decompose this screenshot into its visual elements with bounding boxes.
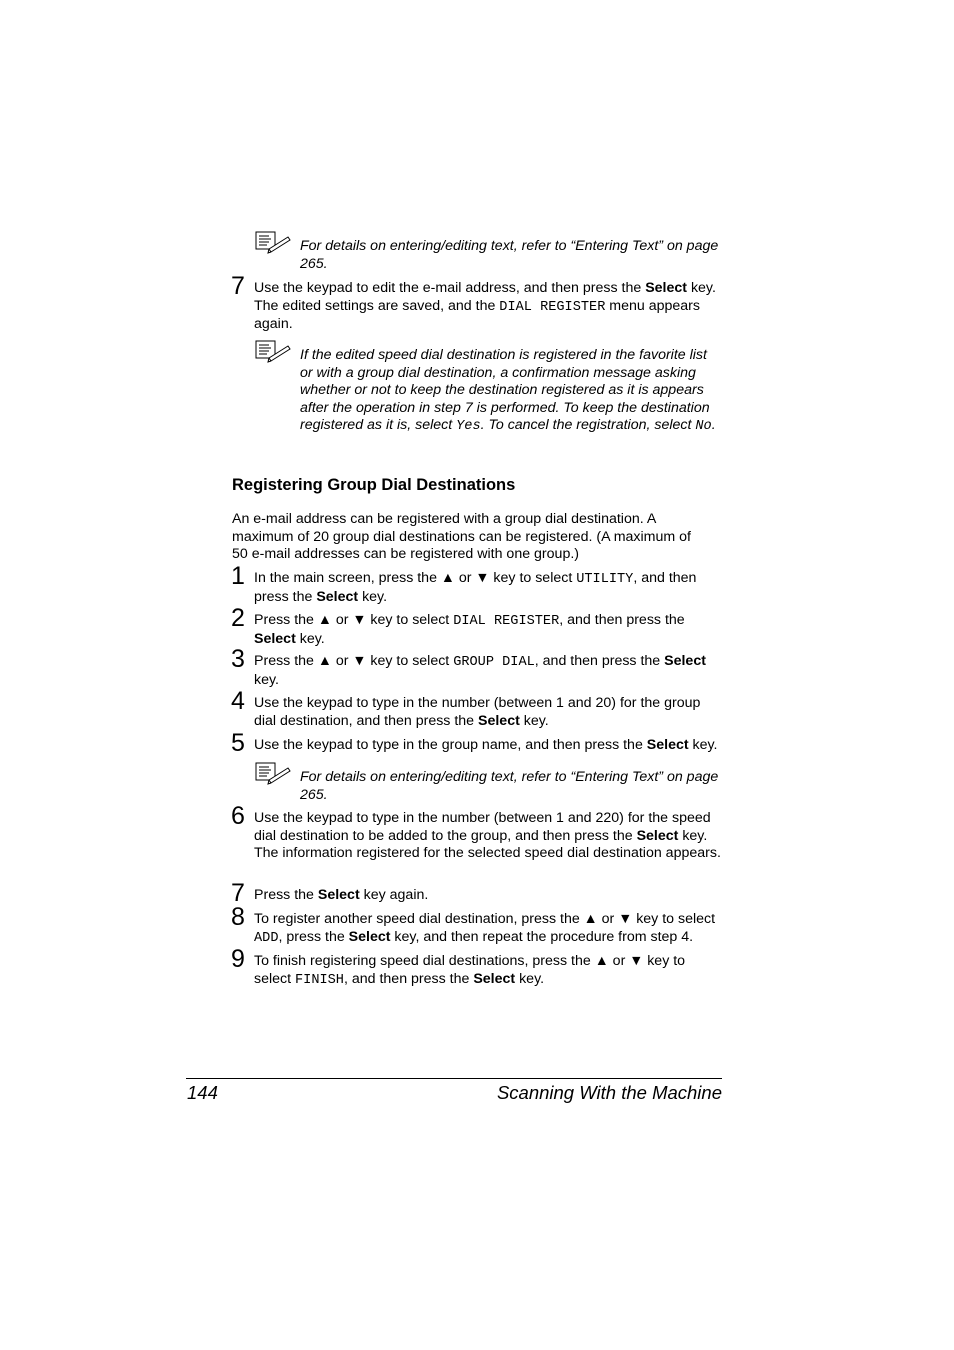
note-pencil-icon: [255, 762, 291, 786]
option-code: Yes: [456, 419, 481, 435]
step-number: 8: [231, 903, 245, 931]
chapter-title: Scanning With the Machine: [496, 1082, 722, 1103]
select-key-label: Select: [317, 887, 360, 903]
select-key-label: Select: [664, 653, 706, 669]
select-key-label: Select: [348, 928, 391, 945]
step-text: Use the keypad to type in the number (between 1 and 220) for the speed dial destination to be added to the group, and then press the Select key. The information registered for the selected speed dial destination appears.: [254, 810, 721, 862]
step-number: 1: [231, 562, 245, 590]
menu-code: ADD: [254, 930, 279, 946]
step-text: In the main screen, press the ▲ or ▼ key to select UTILITY, and then press the Select key.: [254, 570, 697, 605]
intro-paragraph: An e-mail address can be registered with a group dial destination. A maximum of 20 group dial destinations can be registered. (A maximum of 50 e-mail addresses can be registered with one group.): [232, 511, 691, 563]
step-number: 5: [231, 729, 245, 757]
page-number: 144: [187, 1082, 218, 1103]
menu-code: DIAL REGISTER: [453, 614, 560, 629]
note-pencil-icon: [255, 231, 291, 255]
select-key-label: Select: [473, 970, 516, 987]
step-number: 3: [231, 645, 245, 673]
footer-rule: [186, 1078, 722, 1079]
menu-code: UTILITY: [576, 572, 634, 587]
step-number: 4: [231, 687, 245, 715]
step-number: 2: [231, 604, 245, 632]
note-text: For details on entering/editing text, refer to “Entering Text” on page 265.: [300, 769, 719, 803]
menu-code: DIAL REGISTER: [499, 299, 606, 315]
step-text: To finish registering speed dial destinations, press the ▲ or ▼ key to select FINISH, and then press the Select key.: [254, 953, 686, 988]
step-number: 6: [231, 802, 245, 830]
section-heading: Registering Group Dial Destinations: [232, 476, 516, 494]
option-code: No: [695, 419, 712, 435]
step-text: Press the ▲ or ▼ key to select GROUP DIAL, and then press the Select key.: [254, 653, 706, 688]
menu-code: GROUP DIAL: [453, 655, 535, 670]
step-number: 7: [231, 272, 245, 300]
select-key-label: Select: [636, 827, 679, 844]
select-key-label: Select: [254, 630, 296, 647]
select-key-label: Select: [646, 737, 689, 753]
step-text: To register another speed dial destination, press the ▲ or ▼ key to select ADD, press the Select key, and then repeat the procedure from step 4.: [254, 911, 716, 946]
step-text: Press the Select key again.: [254, 887, 429, 903]
note-pencil-icon: [255, 340, 291, 364]
note-text: For details on entering/editing text, refer to “Entering Text” on page 265.: [300, 238, 719, 272]
step-number: 9: [231, 945, 245, 973]
select-key-label: Select: [645, 280, 687, 296]
menu-code: FINISH: [295, 972, 344, 988]
step-text: Use the keypad to type in the group name, and then press the Select key.: [254, 737, 718, 753]
step-text: Use the keypad to edit the e-mail address, and then press the Select key. The edited settings are saved, and the DIAL REGISTER menu appears again.: [254, 280, 716, 333]
note-text: If the edited speed dial destination is registered in the favorite list or with a group dial destination, a confirmation message asking whether or not to keep the destination registered as it is appears after the operation in step 7 is performed. To keep the destination registered as it is, select Yes. To cancel the registration, select No.: [300, 347, 716, 435]
step-text: Press the ▲ or ▼ key to select DIAL REGISTER, and then press the Select key.: [254, 612, 685, 647]
step-text: Use the keypad to type in the number (between 1 and 20) for the group dial destination, and then press the Select key.: [254, 695, 701, 729]
select-key-label: Select: [316, 588, 359, 605]
select-key-label: Select: [478, 712, 520, 729]
step-number: 7: [231, 879, 245, 907]
